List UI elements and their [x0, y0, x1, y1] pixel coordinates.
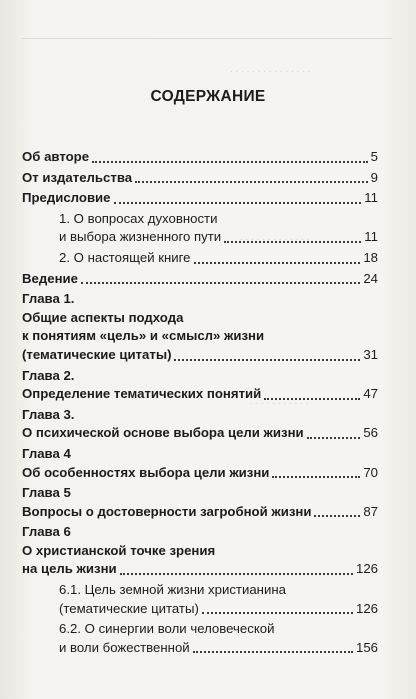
toc-entry-heading-line: 6.1. Цель земной жизни христианина — [59, 582, 286, 598]
toc-entry-title: Об особенностях выбора цели жизни — [22, 464, 270, 480]
toc-entry-heading-line: Глава 2. — [22, 367, 75, 383]
dot-leader — [264, 397, 360, 400]
page-number: 11 — [364, 190, 378, 206]
toc-entry-title: Предисловие — [22, 190, 111, 206]
page-number: 24 — [363, 270, 378, 286]
dot-leader — [135, 180, 368, 183]
toc-entry-title: Ведение — [22, 270, 78, 286]
page-number: 18 — [363, 249, 378, 265]
dot-leader — [92, 160, 368, 163]
toc-entry-heading-line: к понятиям «цель» и «смысл» жизни — [22, 328, 265, 344]
page-number: 11 — [364, 229, 378, 245]
page-number: 87 — [363, 503, 378, 519]
dot-leader — [272, 475, 360, 478]
toc-entry-chapter-1 — [22, 290, 378, 364]
toc-entry-heading-line: Глава 3. — [22, 406, 75, 422]
dot-leader — [81, 281, 360, 284]
toc-entry-about-author — [22, 148, 378, 167]
toc-entry-heading-line: 1. О вопросах духовности — [59, 210, 218, 226]
toc-entry-preface-1 — [22, 210, 378, 247]
page-number: 47 — [363, 386, 378, 402]
toc-entry-chapter-2 — [22, 367, 378, 404]
toc-entry-title: О психической основе выбора цели жизни — [22, 425, 304, 441]
toc-entry-heading-line: Глава 1. — [22, 291, 75, 307]
toc-entry-title: (тематические цитаты) — [59, 600, 199, 616]
header-rule — [22, 28, 392, 39]
dot-leader — [193, 650, 353, 653]
toc-entry-heading-line: 6.2. О синергии воли человеческой — [59, 621, 275, 637]
dot-leader — [224, 240, 361, 243]
toc-entry-chapter-6-2 — [22, 620, 378, 657]
toc-entry-title: Об авторе — [22, 149, 90, 164]
toc-entry-chapter-6-1 — [22, 581, 378, 618]
toc-entry-chapter-5 — [22, 484, 378, 521]
bleed-through-text: . . . . . . . . . . . . . — [240, 232, 310, 243]
dot-leader — [174, 358, 360, 361]
dot-leader — [120, 572, 353, 575]
toc-entry-preface-2 — [22, 249, 378, 268]
toc-entry-title: 2. О настоящей книге — [59, 249, 191, 265]
toc-entry-preface — [22, 189, 378, 208]
toc-entry-title: Определение тематических понятий — [22, 386, 262, 402]
page-number: 126 — [355, 561, 378, 577]
bleed-through-text: . . . . . . . . . . . . . . . — [230, 64, 311, 75]
toc-entry-title: и воли божественной — [59, 639, 190, 655]
page-number: 70 — [363, 464, 378, 480]
toc-entry-title: и выбора жизненного пути — [59, 229, 222, 245]
toc-entry-title: От издательства — [22, 169, 133, 185]
toc-entry-chapter-6 — [22, 523, 378, 579]
toc-entry-heading-line: Общие аспекты подхода — [22, 309, 184, 325]
page-number: 126 — [355, 600, 378, 616]
dot-leader — [314, 514, 360, 517]
bleed-through-text: . . . . . . . . . . . — [250, 396, 309, 407]
dot-leader — [202, 611, 353, 614]
toc-entry-from-publisher — [22, 169, 378, 188]
page-number: 156 — [355, 639, 378, 655]
page-number: 56 — [363, 425, 378, 441]
toc-entry-introduction — [22, 270, 378, 289]
toc-entry-heading-line: Глава 4 — [22, 445, 71, 461]
dot-leader — [307, 436, 361, 439]
toc-entry-title: на цель жизни — [22, 561, 117, 577]
table-of-contents — [22, 146, 378, 657]
dot-leader — [114, 201, 362, 204]
toc-entry-title: Вопросы о достоверности загробной жизни — [22, 503, 312, 519]
page-number: 31 — [363, 346, 378, 362]
toc-entry-heading-line: Глава 6 — [22, 524, 71, 540]
toc-entry-heading-line: Глава 5 — [22, 485, 71, 501]
dot-leader — [194, 261, 361, 264]
toc-entry-heading-line: О христианской точке зрения — [22, 542, 216, 558]
page-title: СОДЕРЖАНИЕ — [150, 88, 266, 105]
toc-entry-title: (тематические цитаты) — [22, 346, 172, 362]
page-number: 9 — [370, 169, 378, 185]
toc-entry-chapter-4 — [22, 445, 378, 482]
toc-entry-chapter-3 — [22, 406, 378, 443]
page-number: 5 — [370, 149, 378, 164]
